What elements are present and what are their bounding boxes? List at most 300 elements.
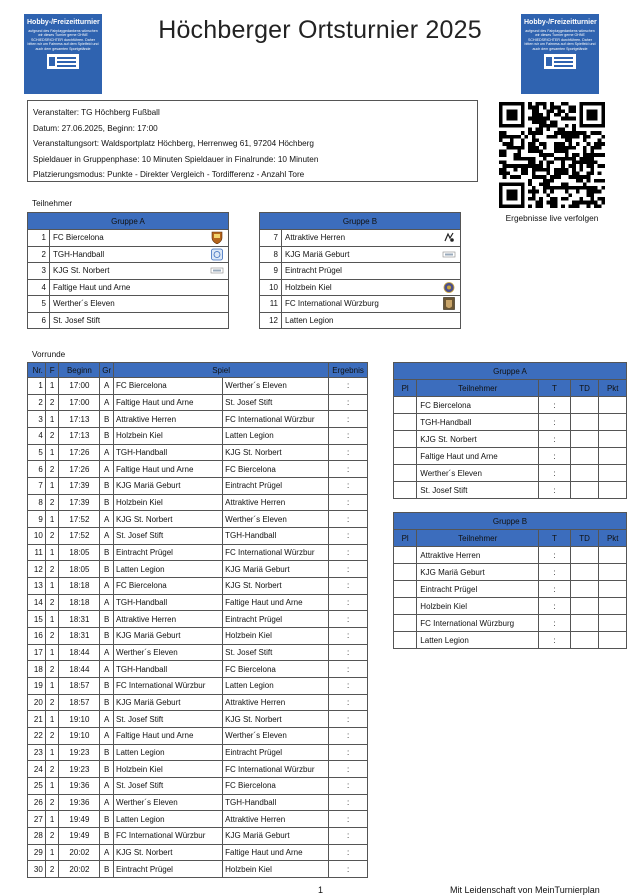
match-start: 17:26	[59, 461, 100, 478]
standing-points	[599, 598, 627, 615]
participant-name: Eintracht Prügel	[282, 263, 439, 280]
standing-team: Latten Legion	[417, 632, 539, 649]
match-field: 2	[45, 694, 59, 711]
match-group: B	[100, 811, 114, 828]
col-t: T	[539, 530, 571, 547]
match-nr: 15	[28, 611, 46, 628]
standing-place	[394, 547, 417, 564]
match-field: 2	[45, 394, 59, 411]
page-number: 1	[318, 885, 324, 895]
match-field: 2	[45, 728, 59, 745]
match-nr: 26	[28, 794, 46, 811]
participant-row	[260, 279, 461, 296]
standing-goals: :	[539, 482, 571, 499]
participant-number: 7	[260, 230, 282, 247]
match-away: FC International Würzbur	[223, 411, 329, 428]
standing-row	[394, 598, 627, 615]
match-start: 19:36	[59, 794, 100, 811]
match-field: 1	[45, 744, 59, 761]
match-row	[28, 511, 368, 528]
match-home: TGH-Handball	[114, 594, 223, 611]
participant-row	[28, 246, 229, 263]
match-home: Latten Legion	[114, 744, 223, 761]
match-nr: 2	[28, 394, 46, 411]
match-field: 2	[45, 594, 59, 611]
match-away: St. Josef Stift	[223, 394, 329, 411]
standings-a-title: Gruppe A	[394, 363, 627, 380]
match-group: A	[100, 844, 114, 861]
standing-team: FC Biercelona	[417, 397, 539, 414]
match-result: :	[329, 794, 368, 811]
match-home: St. Josef Stift	[114, 711, 223, 728]
participant-number: 3	[28, 263, 50, 280]
standing-goal-diff	[570, 431, 599, 448]
participant-row	[28, 230, 229, 247]
match-group: B	[100, 694, 114, 711]
standing-team: St. Josef Stift	[417, 482, 539, 499]
match-nr: 27	[28, 811, 46, 828]
match-nr: 10	[28, 528, 46, 545]
match-field: 2	[45, 561, 59, 578]
match-result: :	[329, 678, 368, 695]
participant-logo-cell	[439, 230, 461, 247]
match-nr: 12	[28, 561, 46, 578]
match-group: B	[100, 411, 114, 428]
match-away: Attraktive Herren	[223, 694, 329, 711]
match-nr: 1	[28, 378, 46, 395]
match-field: 1	[45, 611, 59, 628]
match-home: Latten Legion	[114, 561, 223, 578]
match-start: 19:23	[59, 761, 100, 778]
standing-goal-diff	[570, 632, 599, 649]
match-result: :	[329, 778, 368, 795]
fairplay-logo-icon	[47, 54, 79, 69]
page-title: Höchberger Ortsturnier 2025	[158, 16, 482, 44]
match-field: 2	[45, 828, 59, 845]
standing-row	[394, 632, 627, 649]
match-result: :	[329, 544, 368, 561]
match-group: B	[100, 678, 114, 695]
participant-name: Holzbein Kiel	[282, 279, 439, 296]
match-nr: 25	[28, 778, 46, 795]
badge-title: Hobby-/Freizeitturnier	[524, 19, 597, 26]
match-home: KJG Mariä Geburt	[114, 478, 223, 495]
standing-place	[394, 564, 417, 581]
match-home: FC International Würzbur	[114, 828, 223, 845]
match-start: 20:02	[59, 844, 100, 861]
match-row	[28, 411, 368, 428]
standing-row	[394, 431, 627, 448]
standing-goal-diff	[570, 581, 599, 598]
participant-name: St. Josef Stift	[50, 312, 207, 329]
match-away: KJG Mariä Geburt	[223, 828, 329, 845]
match-nr: 28	[28, 828, 46, 845]
standing-row	[394, 482, 627, 499]
match-row	[28, 628, 368, 645]
participant-name: FC Biercelona	[50, 230, 207, 247]
info-duration: Spieldauer in Gruppenphase: 10 Minuten Spieldauer in Finalrunde: 10 Minuten	[33, 154, 319, 164]
match-row	[28, 528, 368, 545]
standing-team: KJG St. Norbert	[417, 431, 539, 448]
match-start: 17:00	[59, 378, 100, 395]
match-away: TGH-Handball	[223, 794, 329, 811]
participant-logo-cell	[207, 263, 229, 280]
round-heading: Vorrunde	[32, 350, 66, 359]
match-result: :	[329, 561, 368, 578]
match-field: 1	[45, 578, 59, 595]
match-nr: 29	[28, 844, 46, 861]
match-result: :	[329, 761, 368, 778]
standing-place	[394, 431, 417, 448]
participant-logo-cell	[439, 263, 461, 280]
match-home: Faltige Haut und Arne	[114, 461, 223, 478]
match-away: FC International Würzbur	[223, 761, 329, 778]
info-organizer: Veranstalter: TG Höchberg Fußball	[33, 108, 160, 117]
match-home: Latten Legion	[114, 811, 223, 828]
match-result: :	[329, 378, 368, 395]
col-team: Teilnehmer	[417, 380, 539, 397]
match-away: Latten Legion	[223, 428, 329, 445]
match-start: 18:31	[59, 611, 100, 628]
match-home: Holzbein Kiel	[114, 761, 223, 778]
match-nr: 22	[28, 728, 46, 745]
match-nr: 17	[28, 644, 46, 661]
match-start: 18:44	[59, 644, 100, 661]
participant-row	[260, 246, 461, 263]
match-schedule-table	[27, 362, 368, 878]
match-away: FC Biercelona	[223, 661, 329, 678]
match-field: 1	[45, 444, 59, 461]
fc-biercelona-crest-icon	[210, 233, 224, 242]
col-pl: Pl	[394, 530, 417, 547]
fairplay-logo-icon	[544, 54, 576, 69]
participant-row	[260, 263, 461, 280]
match-start: 17:13	[59, 428, 100, 445]
match-home: Holzbein Kiel	[114, 494, 223, 511]
participant-name: Werther´s Eleven	[50, 296, 207, 313]
standing-goals: :	[539, 414, 571, 431]
tournament-info-box	[27, 100, 478, 182]
participant-logo-cell	[439, 296, 461, 313]
participant-row	[260, 296, 461, 313]
col-pl: Pl	[394, 380, 417, 397]
badge-text: aufgrund des Fairplaygedankens wünschen wir dieses Turnier gerne OHNE SCHIEDSRICHTER durchführen. Daher bitten wir um Fairness auf dem Spielfeld und auch dem gesamten Sportgelände	[27, 29, 99, 51]
standing-goal-diff	[570, 448, 599, 465]
match-nr: 7	[28, 478, 46, 495]
participant-number: 8	[260, 246, 282, 263]
standing-place	[394, 632, 417, 649]
match-start: 17:52	[59, 528, 100, 545]
match-group: B	[100, 478, 114, 495]
col-nr: Nr.	[28, 363, 46, 378]
standing-goals: :	[539, 632, 571, 649]
standing-goals: :	[539, 465, 571, 482]
participant-row	[28, 263, 229, 280]
match-nr: 23	[28, 744, 46, 761]
match-result: :	[329, 861, 368, 878]
match-start: 19:23	[59, 744, 100, 761]
standing-goals: :	[539, 431, 571, 448]
match-row	[28, 811, 368, 828]
match-home: KJG St. Norbert	[114, 844, 223, 861]
match-nr: 18	[28, 661, 46, 678]
match-start: 18:18	[59, 594, 100, 611]
match-start: 20:02	[59, 861, 100, 878]
participant-logo-cell	[439, 312, 461, 329]
match-row	[28, 694, 368, 711]
match-row	[28, 611, 368, 628]
match-nr: 11	[28, 544, 46, 561]
match-result: :	[329, 711, 368, 728]
standing-points	[599, 547, 627, 564]
match-result: :	[329, 694, 368, 711]
standing-place	[394, 598, 417, 615]
participant-name: Faltige Haut und Arne	[50, 279, 207, 296]
match-away: Werther´s Eleven	[223, 728, 329, 745]
match-field: 2	[45, 794, 59, 811]
match-group: B	[100, 544, 114, 561]
match-start: 19:36	[59, 778, 100, 795]
participant-logo-cell	[207, 230, 229, 247]
standing-goals: :	[539, 615, 571, 632]
match-group: A	[100, 711, 114, 728]
match-away: St. Josef Stift	[223, 644, 329, 661]
standing-goal-diff	[570, 547, 599, 564]
info-date: Datum: 27.06.2025, Beginn: 17:00	[33, 123, 158, 133]
standing-team: FC International Würzburg	[417, 615, 539, 632]
standing-points	[599, 482, 627, 499]
standing-goals: :	[539, 581, 571, 598]
qr-code-icon[interactable]	[499, 102, 605, 208]
match-row	[28, 761, 368, 778]
match-away: Holzbein Kiel	[223, 628, 329, 645]
standing-goal-diff	[570, 615, 599, 632]
match-row	[28, 561, 368, 578]
match-result: :	[329, 478, 368, 495]
standing-team: Attraktive Herren	[417, 547, 539, 564]
match-row	[28, 444, 368, 461]
match-row	[28, 678, 368, 695]
match-group: A	[100, 394, 114, 411]
match-start: 18:05	[59, 561, 100, 578]
participant-name: TGH-Handball	[50, 246, 207, 263]
match-home: Werther´s Eleven	[114, 644, 223, 661]
participant-row	[260, 230, 461, 247]
match-home: FC International Würzbur	[114, 678, 223, 695]
match-group: B	[100, 561, 114, 578]
participant-row	[28, 312, 229, 329]
badge-title: Hobby-/Freizeitturnier	[27, 19, 100, 26]
standing-points	[599, 465, 627, 482]
match-start: 19:10	[59, 711, 100, 728]
match-result: :	[329, 611, 368, 628]
standing-goal-diff	[570, 414, 599, 431]
match-away: KJG Mariä Geburt	[223, 561, 329, 578]
standing-row	[394, 465, 627, 482]
match-nr: 19	[28, 678, 46, 695]
match-nr: 3	[28, 411, 46, 428]
match-group: A	[100, 728, 114, 745]
standing-points	[599, 581, 627, 598]
col-team: Teilnehmer	[417, 530, 539, 547]
standing-goals: :	[539, 397, 571, 414]
standing-points	[599, 397, 627, 414]
participant-name: Latten Legion	[282, 312, 439, 329]
match-field: 1	[45, 378, 59, 395]
match-row	[28, 828, 368, 845]
match-group: B	[100, 428, 114, 445]
col-game: Spiel	[114, 363, 329, 378]
match-group: B	[100, 628, 114, 645]
match-nr: 6	[28, 461, 46, 478]
match-row	[28, 461, 368, 478]
match-home: TGH-Handball	[114, 444, 223, 461]
match-home: Eintracht Prügel	[114, 861, 223, 878]
standing-row	[394, 397, 627, 414]
standing-goals: :	[539, 564, 571, 581]
match-result: :	[329, 578, 368, 595]
match-row	[28, 661, 368, 678]
match-group: A	[100, 594, 114, 611]
match-start: 18:18	[59, 578, 100, 595]
match-nr: 20	[28, 694, 46, 711]
standing-team: Holzbein Kiel	[417, 598, 539, 615]
match-field: 1	[45, 644, 59, 661]
match-start: 18:44	[59, 661, 100, 678]
match-home: FC Biercelona	[114, 378, 223, 395]
standing-points	[599, 414, 627, 431]
col-td: TD	[570, 380, 599, 397]
participant-row	[260, 312, 461, 329]
standing-team: Faltige Haut und Arne	[417, 448, 539, 465]
standing-points	[599, 431, 627, 448]
match-field: 1	[45, 478, 59, 495]
match-field: 1	[45, 544, 59, 561]
match-start: 19:49	[59, 828, 100, 845]
match-start: 18:05	[59, 544, 100, 561]
standing-place	[394, 448, 417, 465]
participant-number: 5	[28, 296, 50, 313]
group-b-participants-table	[259, 212, 461, 329]
match-result: :	[329, 461, 368, 478]
standing-goals: :	[539, 598, 571, 615]
col-pkt: Pkt	[599, 530, 627, 547]
qr-caption: Ergebnisse live verfolgen	[505, 213, 599, 223]
match-away: KJG St. Norbert	[223, 711, 329, 728]
match-row	[28, 794, 368, 811]
match-group: A	[100, 378, 114, 395]
participant-logo-cell	[439, 246, 461, 263]
match-nr: 21	[28, 711, 46, 728]
col-pkt: Pkt	[599, 380, 627, 397]
match-home: FC Biercelona	[114, 578, 223, 595]
info-ranking: Platzierungsmodus: Punkte - Direkter Vergleich - Tordifferenz - Anzahl Tore	[33, 170, 305, 180]
group-b-header: Gruppe B	[260, 213, 461, 230]
fairplay-badge-right	[521, 14, 599, 94]
match-group: A	[100, 511, 114, 528]
footer-credit: Mit Leidenschaft von MeinTurnierplan	[450, 885, 600, 895]
match-group: A	[100, 661, 114, 678]
match-result: :	[329, 528, 368, 545]
match-away: FC Biercelona	[223, 778, 329, 795]
match-away: FC International Würzbur	[223, 544, 329, 561]
participants-heading: Teilnehmer	[32, 199, 73, 208]
match-result: :	[329, 628, 368, 645]
match-start: 18:31	[59, 628, 100, 645]
participant-logo-cell	[207, 312, 229, 329]
match-home: KJG St. Norbert	[114, 511, 223, 528]
match-home: TGH-Handball	[114, 661, 223, 678]
participant-logo-cell	[207, 279, 229, 296]
match-start: 17:00	[59, 394, 100, 411]
participant-number: 1	[28, 230, 50, 247]
standing-row	[394, 581, 627, 598]
match-result: :	[329, 444, 368, 461]
group-a-header: Gruppe A	[28, 213, 229, 230]
standing-goal-diff	[570, 598, 599, 615]
match-away: TGH-Handball	[223, 528, 329, 545]
participant-number: 11	[260, 296, 282, 313]
match-home: Attraktive Herren	[114, 611, 223, 628]
participant-name: KJG Mariä Geburt	[282, 246, 439, 263]
match-field: 2	[45, 528, 59, 545]
fc-international-crest-icon	[442, 299, 456, 308]
participant-number: 4	[28, 279, 50, 296]
match-nr: 5	[28, 444, 46, 461]
col-t: T	[539, 380, 571, 397]
standing-row	[394, 547, 627, 564]
match-away: Latten Legion	[223, 678, 329, 695]
participant-logo-cell	[207, 296, 229, 313]
match-group: A	[100, 778, 114, 795]
standings-b-title: Gruppe B	[394, 513, 627, 530]
match-group: B	[100, 494, 114, 511]
match-result: :	[329, 394, 368, 411]
match-field: 1	[45, 844, 59, 861]
match-result: :	[329, 494, 368, 511]
match-home: St. Josef Stift	[114, 528, 223, 545]
col-group: Gr	[100, 363, 114, 378]
match-group: A	[100, 644, 114, 661]
match-nr: 14	[28, 594, 46, 611]
match-result: :	[329, 811, 368, 828]
participant-name: FC International Würzburg	[282, 296, 439, 313]
standing-row	[394, 448, 627, 465]
col-result: Ergebnis	[329, 363, 368, 378]
standing-team: KJG Mariä Geburt	[417, 564, 539, 581]
badge-text: aufgrund des Fairplaygedankens wünschen wir dieses Turnier gerne OHNE SCHIEDSRICHTER durchführen. Daher bitten wir um Fairness auf dem Spielfeld und auch dem gesamten Sportgelände	[524, 29, 596, 51]
standing-points	[599, 632, 627, 649]
kjg-logo-icon	[210, 266, 224, 275]
match-away: Holzbein Kiel	[223, 861, 329, 878]
standing-row	[394, 615, 627, 632]
match-start: 18:57	[59, 678, 100, 695]
match-row	[28, 394, 368, 411]
match-home: Eintracht Prügel	[114, 544, 223, 561]
participant-name: Attraktive Herren	[282, 230, 439, 247]
holzbein-kiel-logo-icon	[442, 282, 456, 291]
match-result: :	[329, 428, 368, 445]
match-nr: 16	[28, 628, 46, 645]
match-away: FC Biercelona	[223, 461, 329, 478]
match-group: A	[100, 461, 114, 478]
match-field: 2	[45, 628, 59, 645]
match-group: A	[100, 794, 114, 811]
match-home: KJG Mariä Geburt	[114, 694, 223, 711]
match-away: Eintracht Prügel	[223, 744, 329, 761]
participant-logo-cell	[207, 246, 229, 263]
standing-team: TGH-Handball	[417, 414, 539, 431]
